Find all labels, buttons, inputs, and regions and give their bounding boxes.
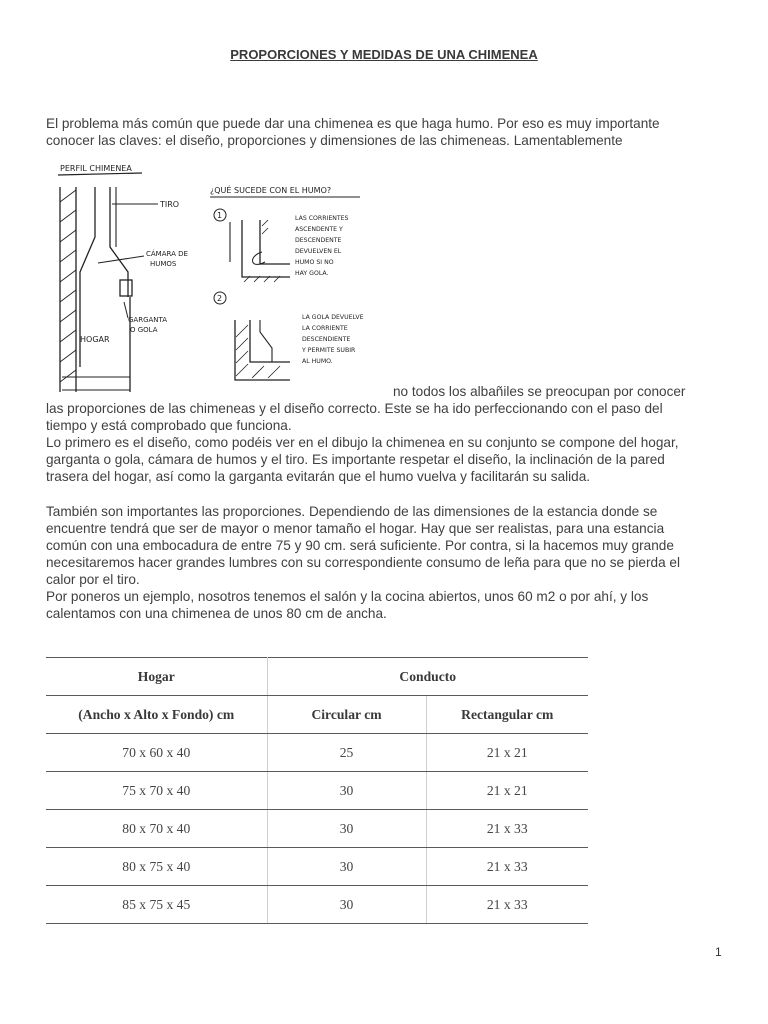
sketch-note-2: DESCENDIENTE bbox=[302, 336, 351, 343]
sketch-label-tiro: TIRO bbox=[160, 200, 180, 209]
table-subheader-row bbox=[46, 696, 588, 734]
intro-line: conocer las claves: el diseño, proporciones y dimensiones de las chimeneas. Lamentablemente bbox=[46, 133, 623, 148]
cell-rectangular: 21 x 33 bbox=[426, 848, 588, 886]
header-dims: (Ancho x Alto x Fondo) cm bbox=[46, 696, 267, 734]
sketch-note-2: LA CORRIENTE bbox=[302, 325, 348, 332]
sketch-label-garganta: GARGANTA bbox=[128, 316, 168, 324]
sketch-right-title: ¿QUÉ SUCEDE CON EL HUMO? bbox=[210, 186, 332, 195]
table-header-row bbox=[46, 658, 588, 696]
cell-circular: 30 bbox=[267, 886, 426, 924]
body-line: garganta o gola, cámara de humos y el tiro. Es importante respetar el diseño, la inclinación de la pared bbox=[46, 452, 665, 467]
chimney-sketch-figure bbox=[50, 152, 395, 395]
cell-dims: 75 x 70 x 40 bbox=[46, 772, 267, 810]
header-circular: Circular cm bbox=[267, 696, 426, 734]
sketch-label-humos: HUMOS bbox=[150, 260, 177, 268]
body-paragraph-1 bbox=[46, 400, 726, 485]
sketch-note-1: LAS CORRIENTES bbox=[295, 215, 349, 222]
cell-rectangular: 21 x 33 bbox=[426, 886, 588, 924]
body-line: común con una embocadura de entre 75 y 90 cm. será suficiente. Por contra, si la hacemos muy grande bbox=[46, 538, 674, 553]
sketch-note-2: LA GOLA DEVUELVE bbox=[302, 314, 364, 321]
body-paragraph-2 bbox=[46, 503, 726, 622]
cell-dims: 70 x 60 x 40 bbox=[46, 734, 267, 772]
cell-circular: 30 bbox=[267, 772, 426, 810]
sketch-step-2: 2 bbox=[217, 294, 223, 303]
body-line: También son importantes las proporciones. Dependiendo de las dimensiones de la estancia donde se bbox=[46, 504, 658, 519]
body-line: Por poneros un ejemplo, nosotros tenemos el salón y la cocina abiertos, unos 60 m2 o por ahí, y los bbox=[46, 589, 649, 604]
sketch-note-1: DESCENDENTE bbox=[295, 237, 342, 244]
page-number: 1 bbox=[715, 945, 722, 959]
sketch-note-2: AL HUMO. bbox=[302, 358, 333, 365]
intro-line: El problema más común que puede dar una chimenea es que haga humo. Por eso es muy importante bbox=[46, 116, 660, 131]
body-line: trasera del hogar, así como la garganta evitarán que el humo vuelva y facilitarán su salida. bbox=[46, 469, 591, 484]
cell-dims: 80 x 70 x 40 bbox=[46, 810, 267, 848]
body-line: las proporciones de las chimeneas y el diseño correcto. Este se ha ido perfeccionando con el paso del bbox=[46, 401, 663, 416]
cell-rectangular: 21 x 21 bbox=[426, 734, 588, 772]
body-line: Lo primero es el diseño, como podéis ver en el dibujo la chimenea en su conjunto se compone del hogar, bbox=[46, 435, 679, 450]
cell-rectangular: 21 x 21 bbox=[426, 772, 588, 810]
sketch-label-hogar: HOGAR bbox=[80, 335, 110, 344]
table-row bbox=[46, 772, 588, 810]
table-row bbox=[46, 810, 588, 848]
cell-rectangular: 21 x 33 bbox=[426, 810, 588, 848]
sketch-label-camara: CÁMARA DE bbox=[146, 250, 188, 258]
header-rectangular: Rectangular cm bbox=[426, 696, 588, 734]
cell-circular: 30 bbox=[267, 848, 426, 886]
body-line: necesitaremos hacer grandes lumbres con su correspondiente consumo de leña para que no se pierda el bbox=[46, 555, 681, 570]
body-line: tiempo y está comprobado que funciona. bbox=[46, 418, 292, 433]
cell-dims: 80 x 75 x 40 bbox=[46, 848, 267, 886]
sketch-note-2: Y PERMITE SUBIR bbox=[302, 347, 356, 354]
sketch-note-1: DEVUELVEN EL bbox=[295, 248, 342, 255]
sketch-left-title: PERFIL CHIMENEA bbox=[60, 164, 132, 173]
cell-dims: 85 x 75 x 45 bbox=[46, 886, 267, 924]
table-row bbox=[46, 734, 588, 772]
cell-circular: 30 bbox=[267, 810, 426, 848]
body-line: calor por el tiro. bbox=[46, 572, 140, 587]
cell-circular: 25 bbox=[267, 734, 426, 772]
sketch-step-1: 1 bbox=[217, 211, 223, 220]
body-line: calentamos con una chimenea de unos 80 cm de ancha. bbox=[46, 606, 387, 621]
chimney-sketch bbox=[50, 152, 395, 395]
body-line: encuentre tendrá que ser de mayor o menor tamaño el hogar. Hay que ser realistas, para una estancia bbox=[46, 521, 665, 536]
header-conducto: Conducto bbox=[267, 658, 588, 696]
table-row bbox=[46, 848, 588, 886]
header-hogar: Hogar bbox=[46, 658, 267, 696]
sketch-note-1: ASCENDENTE Y bbox=[295, 226, 343, 233]
sketch-label-gola: O GOLA bbox=[130, 326, 158, 334]
page-title: PROPORCIONES Y MEDIDAS DE UNA CHIMENEA bbox=[230, 47, 538, 62]
table-row bbox=[46, 886, 588, 924]
sketch-note-1: HUMO SI NO bbox=[295, 259, 334, 266]
proportions-table bbox=[46, 657, 588, 924]
intro-paragraph bbox=[46, 115, 726, 149]
text-after-image: no todos los albañiles se preocupan por conocer bbox=[393, 384, 686, 399]
sketch-note-1: HAY GOLA. bbox=[295, 270, 329, 277]
